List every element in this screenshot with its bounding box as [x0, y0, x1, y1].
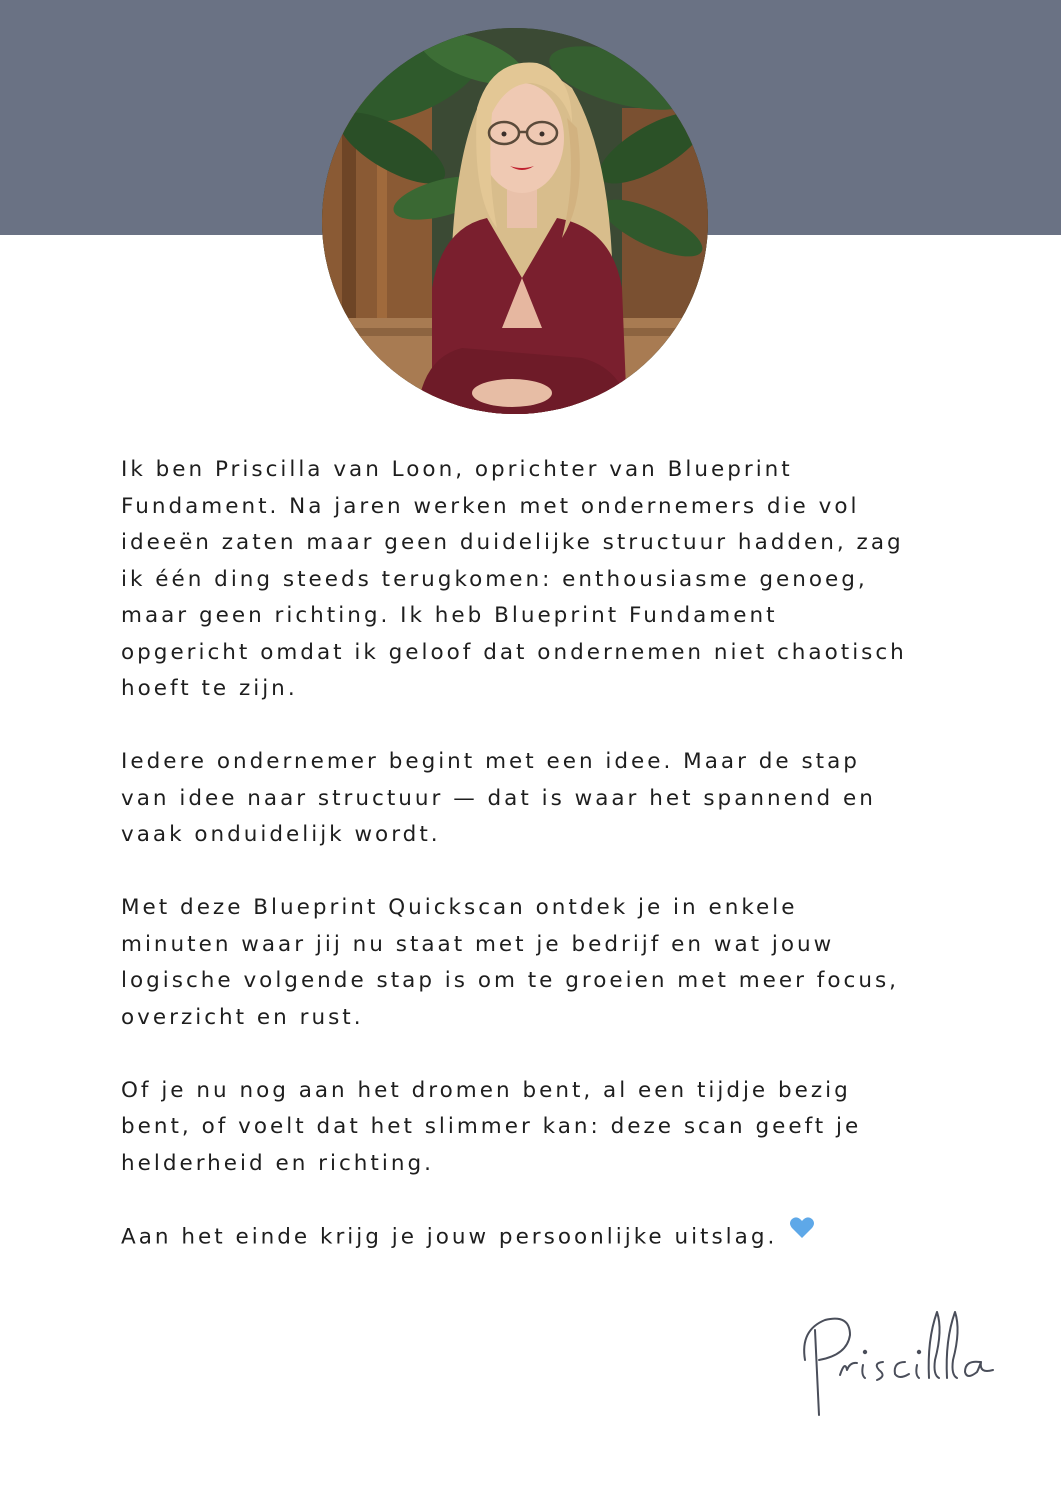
paragraph-result: [121, 1219, 971, 1256]
paragraph-intro: Ik ben Priscilla van Loon, oprichter van Blueprint Fundament. Na jaren werken met ondernemers die vol ideeën zaten maar geen duidelijke structuur hadden, zag ik één ding steeds terugkomen: enthousiasme genoeg, maar geen richting. Ik heb Blueprint Fundament opgericht omdat ik geloof dat ondernemen niet chaotisch hoeft te zijn.: [121, 457, 907, 701]
blue-heart-icon: [789, 1216, 815, 1253]
signature: [795, 1300, 1015, 1430]
result-text: Aan het einde krijg je jouw persoonlijke uitslag.: [121, 1223, 778, 1249]
intro-text: [121, 452, 971, 1255]
portrait-photo: [322, 28, 708, 414]
paragraph-idea: Iedere ondernemer begint met een idee. Maar de stap van idee naar structuur — dat is waar het spannend en vaak onduidelijk wordt.: [121, 749, 876, 847]
paragraph-clarity: Of je nu nog aan het dromen bent, al een tijdje bezig bent, of voelt dat het slimmer kan: deze scan geeft je helderheid en richting.: [121, 1077, 862, 1176]
paragraph-quickscan: Met deze Blueprint Quickscan ontdek je in enkele minuten waar jij nu staat met je bedrijf en wat jouw logische volgende stap is om te groeien met meer focus, overzicht en rust.: [121, 895, 900, 1030]
